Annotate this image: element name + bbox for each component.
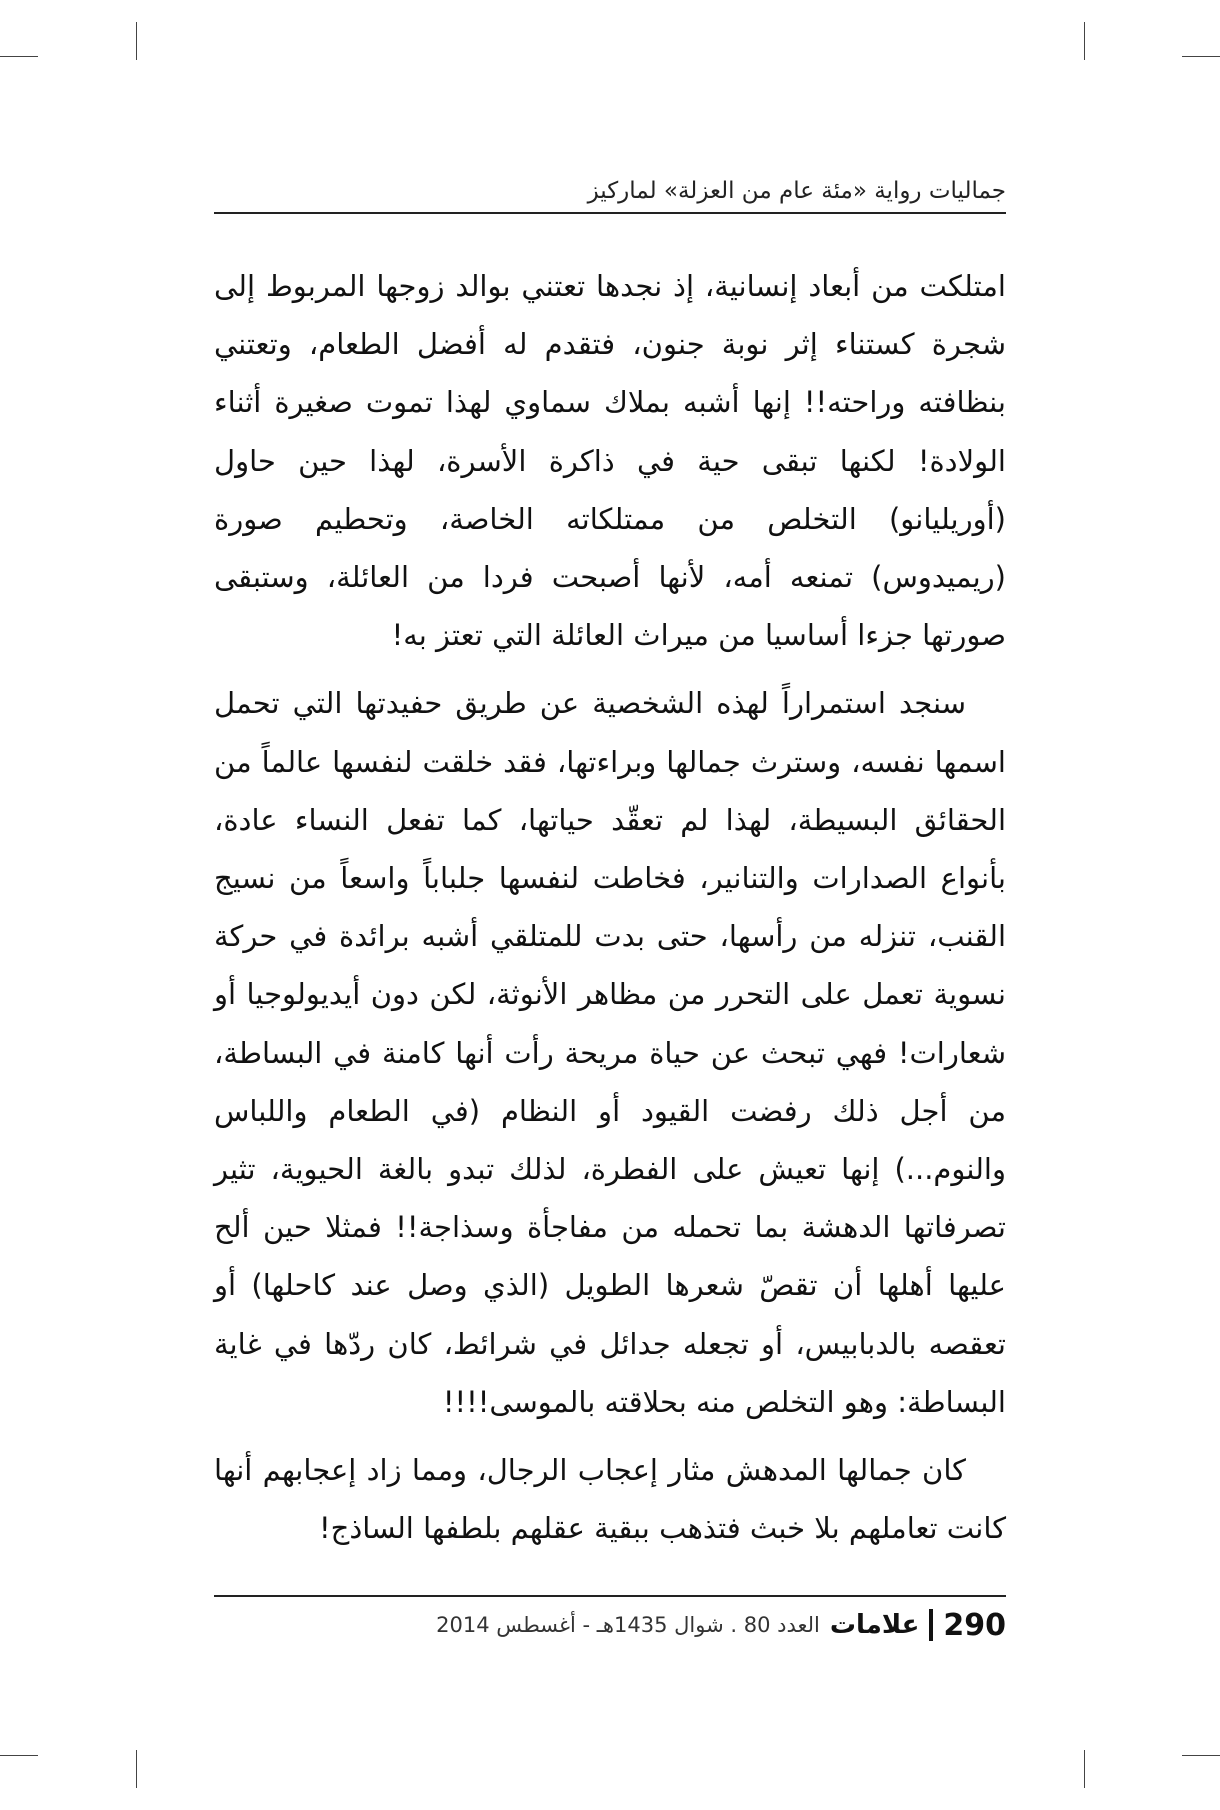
crop-mark [136, 1750, 137, 1788]
footer-rule [214, 1595, 1006, 1597]
paragraph: كان جمالها المدهش مثار إعجاب الرجال، ومما زاد إعجابهم أنها كانت تعاملهم بلا خبث فتذهب ببقية عقلهم بلطفها الساذج! [214, 1453, 1006, 1546]
header-rule [214, 212, 1006, 214]
crop-mark [1084, 1750, 1085, 1788]
page-number: 290 [943, 1607, 1006, 1643]
page-footer [214, 1603, 1006, 1647]
crop-mark [1084, 22, 1085, 60]
issue-info: العدد 80 . شوال 1435هـ - أغسطس 2014 [436, 1613, 820, 1637]
journal-logo: علامات [829, 1610, 920, 1640]
crop-mark [1182, 1755, 1220, 1756]
crop-mark [0, 1755, 38, 1756]
crop-mark [1182, 56, 1220, 57]
running-head: جماليات رواية «مئة عام من العزلة» لماركيز [587, 178, 1006, 204]
paragraph: امتلكت من أبعاد إنسانية، إذ نجدها تعتني بوالد زوجها المربوط إلى شجرة كستناء إثر نوبة جنون، فتقدم له أفضل الطعام، وتعتني بنظافته وراحته!! إنها أشبه بملاك سماوي لهذا تموت صغيرة أثناء الولادة! لكنها تبقى حية في ذاكرة الأسرة، لهذا حين حاول (أوريليانو) التخلص من ممتلكاته الخاصة، وتحطيم صورة (ريميدوس) تمنعه أمه، لأنها أصبحت فردا من العائلة، وستبقى صورتها جزءا أساسيا من ميراث العائلة التي تعتز به! [214, 269, 1006, 653]
paragraph: سنجد استمراراً لهذه الشخصية عن طريق حفيدتها التي تحمل اسمها نفسه، وسترث جمالها وبراءتها، فقد خلقت لنفسها عالماً من الحقائق البسيطة، لهذا لم تعقّد حياتها، كما تفعل النساء عادة، بأنواع الصدارات والتنانير، فخاطت لنفسها جلباباً واسعاً من نسيج القنب، تنزله من رأسها، حتى بدت للمتلقي أشبه برائدة في حركة نسوية تعمل على التحرر من مظاهر الأنوثة، لكن دون أيديولوجيا أو شعارات! فهي تبحث عن حياة مريحة رأت أنها كامنة في البساطة، من أجل ذلك رفضت القيود أو النظام (في الطعام واللباس والنوم...) إنها تعيش على الفطرة، لذلك تبدو بالغة الحيوية، تثير تصرفاتها الدهشة بما تحمله من مفاجأة وسذاجة!! فمثلا حين ألح عليها أهلها أن تقصّ شعرها الطويل (الذي وصل عند كاحلها) أو تعقصه بالدبابيس، أو تجعله جدائل في شرائط، كان ردّها في غاية البساطة: وهو التخلص منه بحلاقته بالموسى!!!! [214, 686, 1006, 1419]
crop-mark [0, 56, 38, 57]
article-body [214, 257, 1006, 1557]
footer-divider [929, 1609, 933, 1641]
crop-mark [136, 22, 137, 60]
